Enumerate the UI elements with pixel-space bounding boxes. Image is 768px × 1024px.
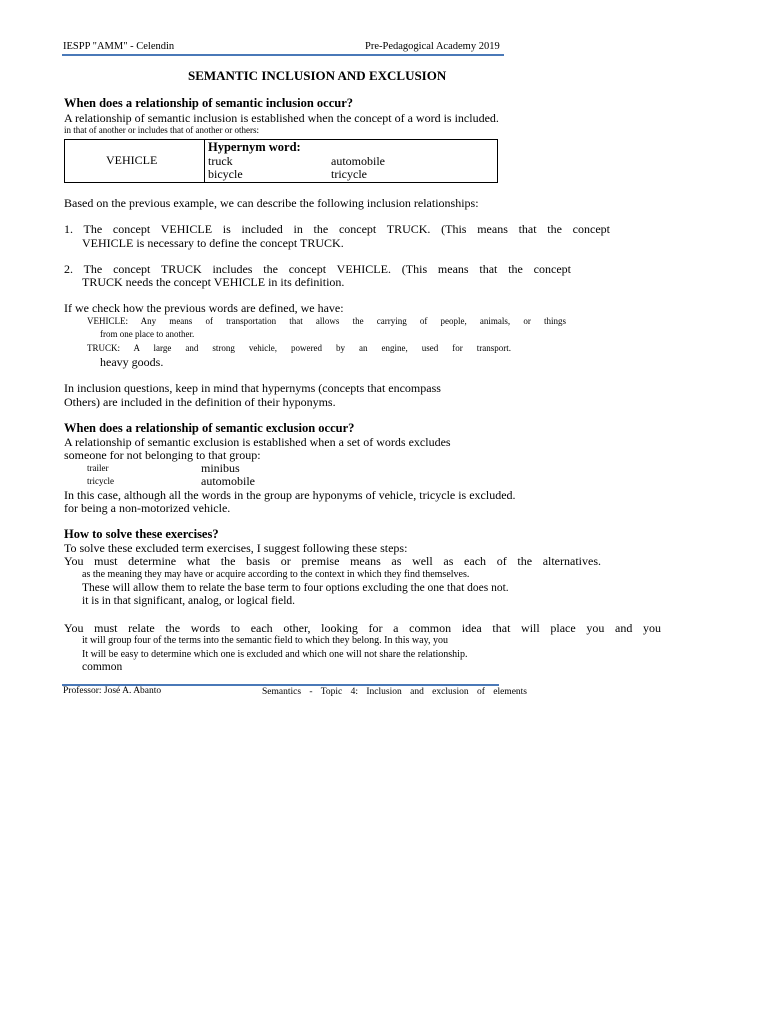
table-word: tricycle (331, 167, 367, 181)
header-rule (62, 54, 504, 56)
howto-line8: It will be easy to determine which one is excluded and which one will not share the relationship. (82, 649, 468, 660)
table-hypernym-cell: VEHICLE (106, 153, 158, 167)
table-word: truck (208, 154, 233, 168)
table-header: Hypernym word: (208, 140, 301, 154)
page-title: SEMANTIC INCLUSION AND EXCLUSION (188, 68, 447, 83)
table-divider (204, 140, 205, 182)
item-1-line1: 1. The concept VEHICLE is included in the concept TRUCK. (This means that the concept (64, 222, 610, 236)
header-right: Pre-Pedagogical Academy 2019 (365, 41, 500, 52)
exclusion-word: trailer (87, 463, 109, 473)
exclusion-word: tricycle (87, 476, 114, 486)
howto-line4: These will allow them to relate the base term to four options excluding the one that does not. (82, 582, 509, 594)
footer-left: Professor: José A. Abanto (63, 686, 162, 696)
howto-line2: You must determine what the basis or premise means as well as each of the alternatives. (64, 554, 601, 568)
table-word: bicycle (208, 167, 243, 181)
howto-line6: You must relate the words to each other, looking for a common idea that will place you and you (64, 621, 661, 635)
howto-heading: How to solve these exercises? (64, 527, 219, 541)
inclusion-line1: A relationship of semantic inclusion is established when the concept of a word is included. (64, 111, 499, 125)
footer-right: Semantics - Topic 4: Inclusion and exclusion of elements (262, 687, 527, 697)
item-2-line2: TRUCK needs the concept VEHICLE in its definition. (82, 275, 345, 289)
inclusion-intro: Based on the previous example, we can describe the following inclusion relationships: (64, 196, 479, 210)
item-1-line2: VEHICLE is necessary to define the concept TRUCK. (82, 236, 344, 250)
exclusion-line1: A relationship of semantic exclusion is established when a set of words excludes (64, 435, 451, 449)
howto-line1: To solve these excluded term exercises, I suggest following these steps: (64, 541, 408, 555)
exclusion-line3: In this case, although all the words in the group are hyponyms of vehicle, tricycle is excluded. (64, 488, 516, 502)
header-left: IESPP "AMM" - Celendin (63, 41, 175, 52)
exclusion-heading: When does a relationship of semantic exclusion occur? (64, 421, 355, 435)
howto-line5: it is in that significant, analog, or logical field. (82, 595, 296, 607)
exclusion-word: automobile (201, 474, 255, 488)
exclusion-line2: someone for not belonging to that group: (64, 448, 261, 462)
howto-line9: common (82, 661, 123, 673)
definition-vehicle-cont: from one place to another. (100, 329, 195, 339)
definition-truck-cont: heavy goods. (100, 355, 164, 369)
check-line: If we check how the previous words are defined, we have: (64, 301, 344, 315)
definition-truck: TRUCK: A large and strong vehicle, powered by an engine, used for transport. (87, 343, 511, 353)
exclusion-line4: for being a non-motorized vehicle. (64, 501, 231, 515)
inclusion-line2: in that of another or includes that of another or others: (64, 125, 259, 135)
howto-line3: as the meaning they may have or acquire according to the context in which they find themselves. (82, 569, 470, 580)
howto-line7: it will group four of the terms into the semantic field to which they belong. In this way, you (82, 635, 448, 646)
item-2-line1: 2. The concept TRUCK includes the concept VEHICLE. (This means that the concept (64, 262, 571, 276)
hypernym-table (64, 139, 498, 183)
table-word: automobile (331, 154, 385, 168)
inclusion-heading: When does a relationship of semantic inclusion occur? (64, 96, 354, 110)
inclusion-note-line2: Others) are included in the definition of their hyponyms. (64, 395, 336, 409)
exclusion-word: minibus (201, 461, 240, 475)
definition-vehicle: VEHICLE: Any means of transportation that allows the carrying of people, animals, or things (87, 316, 566, 326)
inclusion-note-line1: In inclusion questions, keep in mind that hypernyms (concepts that encompass (64, 381, 441, 395)
